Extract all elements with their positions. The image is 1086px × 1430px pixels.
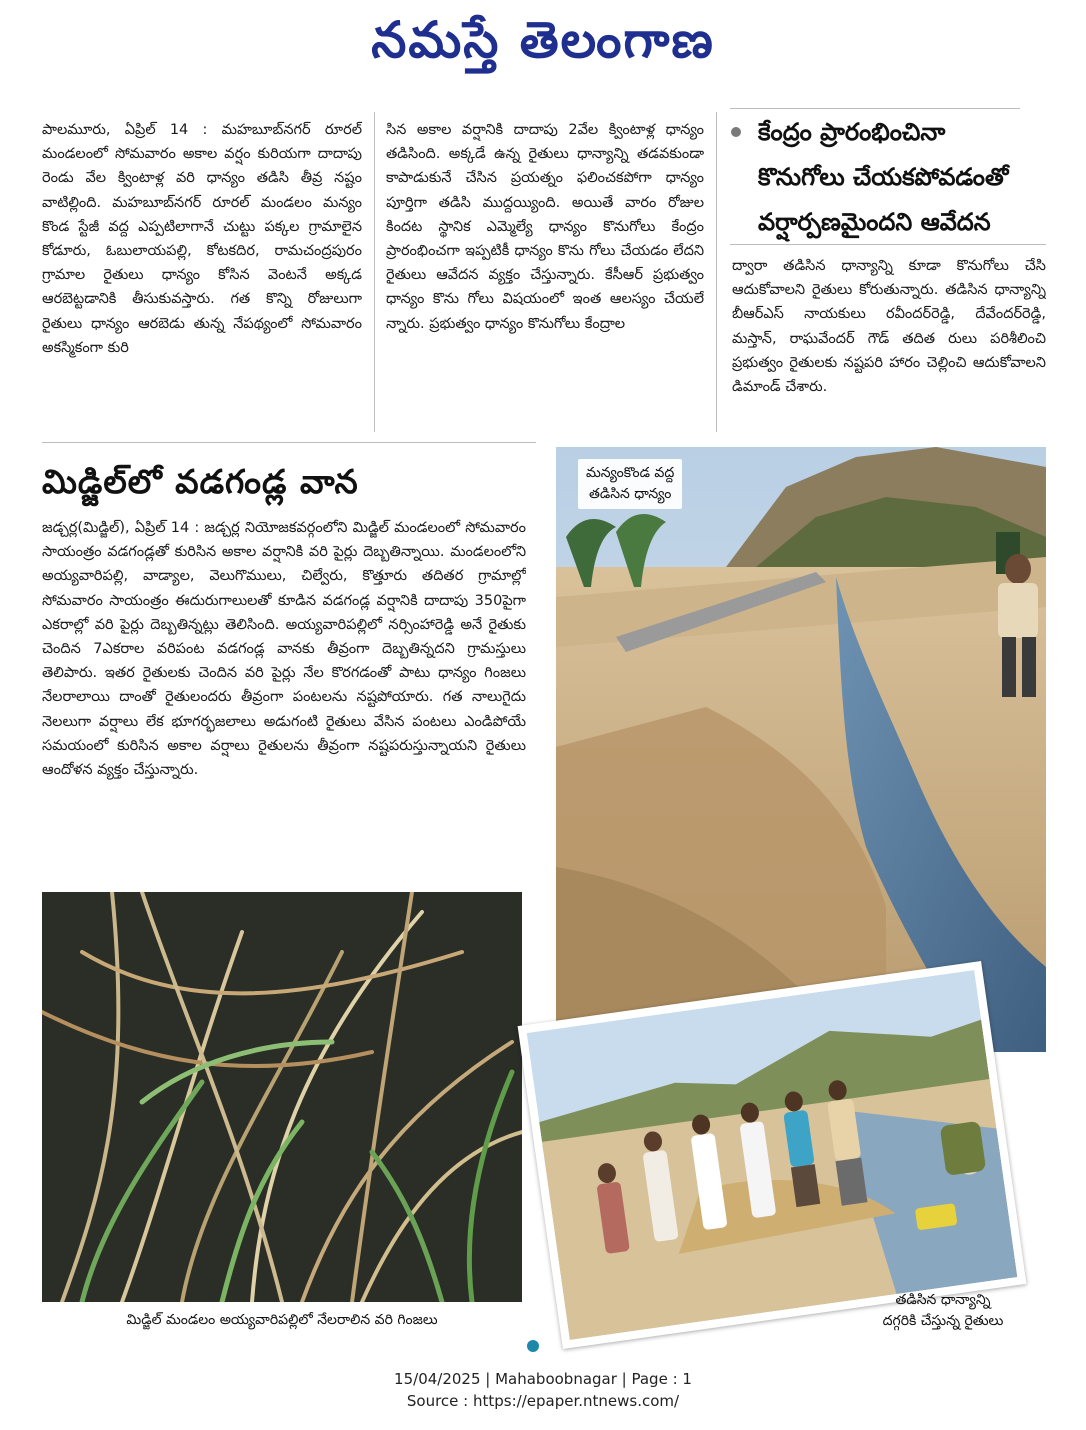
pull-quote-line: కొనుగోలు చేయకపోవడంతో [758, 163, 1009, 191]
story1-column-2: సిన అకాల వర్షానికి దాదాపు 2వేల క్వింటాళ్ల ధాన్యం తడిసింది. అక్కడే ఉన్న రైతులు ధాన్యాన్ని తడవకుండా కాపాడుకునే చేసిన ప్రయత్నం ఫలించకపోగా ధాన్యం పూర్తిగా తడిసి ముద్దయ్యింది. అయితే వారం రోజుల కిందట స్థానిక ఎమ్మెల్యే ధాన్యం కొనుగోలు కేంద్రం ప్రారంభించగా ఇప్పటికీ ధాన్యం కొను గోలు చేయడం లేదని రైతులు ఆవేదన వ్యక్తం చేస్తున్నారు. కేసీఆర్ ప్రభుత్వం ధాన్యం కొను గోలు విషయంలో ఇంత ఆలస్యం చేయలే న్నారు. ప్రభుత్వం ధాన్యం కొనుగోలు కేంద్రాల [386, 122, 704, 332]
column-divider [374, 112, 375, 432]
story2-headline: మిడ్జిల్‌లో వడగండ్ల వాన [42, 462, 359, 501]
farmers-photo-caption [840, 1290, 1046, 1332]
footer-source-link[interactable]: Source : https://epaper.ntnews.com/ [406, 1392, 680, 1410]
column-divider [716, 112, 717, 432]
farmers-photo [527, 970, 1018, 1340]
masthead-title: నమస్తే తెలంగాణ [371, 10, 715, 69]
caption-line: తడిసిన ధాన్యాన్ని [895, 1292, 991, 1308]
pull-quote [758, 110, 1058, 245]
quote-top-rule [730, 108, 1020, 109]
caption-line: మన్యంకొండ వద్ద [586, 465, 675, 481]
crop-photo-caption: మిడ్జిల్ మండలం అయ్యవారిపల్లిలో నేలరాలిన వరి గింజలు [126, 1312, 438, 1328]
footer [0, 1368, 1086, 1412]
story1-column-3: ద్వారా తడిసిన ధాన్యాన్ని కూడా కొనుగోలు చేసి ఆదుకోవాలని రైతులు కోరుతున్నారు. తడిసిన ధాన్యాన్ని బీఆర్‌ఎస్ నాయకులు రవీందర్‌రెడ్డి, దేవేందర్‌రెడ్డి, మస్తాన్, రాఘవేందర్ గౌడ్ తదిత రులు పరిశీలించి ప్రభుత్వం రైతులకు నష్టపరి హారం చెల్లించి ఆదుకోవాలని డిమాండ్ చేశారు. [732, 258, 1046, 396]
pull-quote-line: వర్షార్పణమైందని ఆవేదన [758, 208, 991, 236]
caption-line: తడిసిన ధాన్యం [588, 486, 672, 502]
page-marker-dot [527, 1340, 539, 1352]
bullet-icon [731, 127, 741, 137]
caption-line: దగ్గరికి చేస్తున్న రైతులు [882, 1313, 1004, 1329]
pull-quote-line: కేంద్రం ప్రారంభించినా [758, 118, 946, 146]
masthead [0, 0, 1086, 92]
crop-photo [42, 892, 522, 1302]
story1-column-1: పాలమూరు, ఏప్రిల్ 14 : మహబూబ్‌నగర్ రూరల్ మండలంలో సోమవారం అకాల వర్షం కురియగా దాదాపు రెండు వేల క్వింటాళ్ల వరి ధాన్యం తడిసి తీవ్ర నష్టం వాటిల్లింది. మహబూబ్‌నగర్ రూరల్ మండలం మన్యం కొండ స్టేజీ వద్ద ఎప్పటిలాగానే చుట్టు పక్కల గ్రామాలైన కోడూరు, ఓబులాయపల్లి, కోటకదిర, రామచంద్రపురం గ్రామాల రైతులు ధాన్యం కోసిన వెంటనే అక్కడ ఆరబెట్టడానికి తీసుకువస్తారు. గత కొన్ని రోజులుగా రైతులు ధాన్యం ఆరబెడు తున్న నేపథ్యంలో సోమవారం అకస్మికంగా కురి [42, 122, 362, 356]
quote-bottom-rule [730, 244, 1046, 245]
story-divider [42, 442, 536, 443]
farmers-photo-art [527, 970, 1018, 1340]
story2-body: జడ్చర్ల(మిడ్జిల్), ఏప్రిల్ 14 : జడ్చర్ల నియోజకవర్గంలోని మిడ్జిల్ మండలంలో సోమవారం సాయంత్రం వడగండ్లతో కురిసిన అకాల వర్షానికి వరి పైర్లు దెబ్బతిన్నాయి. మండలంలోని అయ్యవారిపల్లి, వాడ్యాల, వెలుగొములు, చిల్వేరు, కొత్తూరు తదితర గ్రామాల్లో సోమవారం సాయంత్రం ఈదురుగాలులతో కూడిన వడగండ్ల వర్షానికి దాదాపు 350పైగా ఎకరాల్లో వరి పైర్లు దెబ్బతిన్నట్లు తెలిసింది. అయ్యవారిపల్లిలో నర్సింహారెడ్డి అనే రైతుకు చెందిన 7ఎకరాల వరిపంట వడగండ్ల వానకు తీవ్రంగా దెబ్బతిన్నదని గ్రామస్తులు తెలిపారు. ఇతర రైతులకు చెందిన వరి పైర్లు నేల కొరగడంతో పాటు ధాన్యం గింజలు నేలరాలాయి దాంతో రైతులందరు తీవ్రంగా పంటలను నష్టపోయారు. గత నాలుగైదు నెలలుగా వర్షాలు లేక భూగర్భజలాలు అడుగంటి రైతులు వేసిన పంటలు ఎండిపోయే సమయంలో కురిసిన అకాల వర్షాలు రైతులను తీవ్రంగా నష్టపరుస్తున్నాయని రైతులు ఆందోళన వ్యక్తం చేస్తున్నారు. [42, 520, 526, 779]
crop-photo-art [42, 892, 522, 1302]
grain-photo-caption [578, 459, 682, 509]
footer-date-line: 15/04/2025 | Mahaboobnagar | Page : 1 [394, 1370, 692, 1388]
